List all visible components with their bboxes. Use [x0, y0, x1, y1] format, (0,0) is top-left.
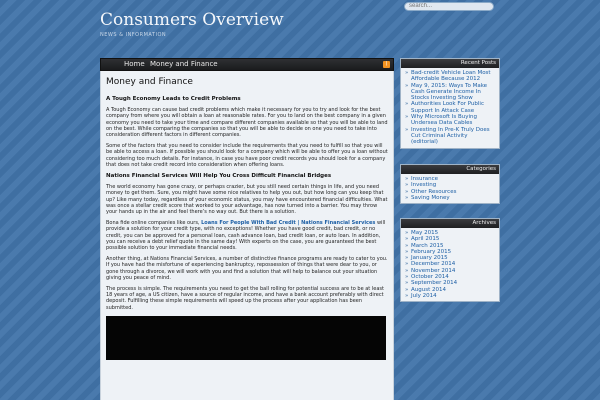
recent-post-link[interactable]: » May 9, 2015: Ways To Make Cash Generate Income In Stocks Investing Show [405, 83, 496, 102]
article-heading-2: Nations Financial Services Will Help You Cross Difficult Financial Bridges [106, 173, 332, 180]
archives-widget [400, 218, 500, 302]
archive-link[interactable]: » December 2014 [405, 261, 496, 267]
archive-link[interactable]: » April 2015 [405, 236, 496, 242]
recent-post-link[interactable]: » Authorities Look For Public Support In Attack Case [405, 101, 496, 114]
archive-link[interactable]: » March 2015 [405, 243, 496, 249]
recent-post-link[interactable]: » Why Microsoft Is Buying Undersea Data Cables [405, 114, 496, 127]
archive-link[interactable]: » February 2015 [405, 249, 496, 255]
widget-title: Categories [401, 165, 499, 174]
nav-item-money-and-finance[interactable]: Money and Finance [150, 60, 218, 68]
recent-posts-widget [400, 58, 500, 149]
widget-title: Recent Posts [401, 59, 499, 68]
categories-widget [400, 164, 500, 204]
article-paragraph-5: Another thing, at Nations Financial Services, a number of distinctive finance programs are ready to cater to you. If you have had the misfortune of experiencing bankruptcy, repossession of things that were dear to you, or gone through a divorce, we will work with you and find a solution that will help to balance out your situation giving you peace of mind. [106, 256, 388, 281]
category-link[interactable]: » Other Resources [405, 189, 496, 195]
article-paragraph-1: A Tough Economy can cause bad credit problems which make it necessary for you to try and look for the best company from where you will obtain a loan at reasonable rates. For you to land on the best company in a given economy you need to take your time and compare different companies available so that you will be able to land on the best. While comparing the companies so that you will be able to decide on one you need to take into consideration different factors in different companies. [106, 107, 388, 139]
article-paragraph-3: The world economy has gone crazy, or perhaps crazier, but you still need certain things in life, and you need money to get them. Sure, you might have some nice relatives to help you out, but how long can you keep that up? Like many today, regardless of your economic status, you may have encountered financial difficulties. What was once a stellar credit score that worked to your advantage, has now turned into a barrier. You may throw your hands up in the air and feel there’s no way out. But there is a solution. [106, 184, 388, 216]
rss-icon[interactable]: ) [383, 61, 390, 68]
category-link[interactable]: » Saving Money [405, 195, 496, 201]
paragraph-text: Bona fide online companies like ours, [106, 220, 202, 227]
main-nav [100, 58, 394, 71]
main-content [100, 71, 394, 400]
article-paragraph-6: The process is simple. The requirements you need to get the ball rolling for potential success are to be at least 18 years of age, a US citizen, have a source of regular income, and have a bank account preferably with direct deposit. Fulfilling these simple requirements will speed up the process after your application has been submitted. [106, 286, 384, 311]
category-link[interactable]: » Investing [405, 182, 496, 188]
archive-link[interactable]: » January 2015 [405, 255, 496, 261]
page-title: Money and Finance [106, 77, 193, 87]
search-input[interactable] [404, 2, 494, 11]
archive-link[interactable]: » November 2014 [405, 268, 496, 274]
archive-link[interactable]: » September 2014 [405, 280, 496, 286]
paragraph-text: will provide a solution for your credit type, with no exceptions! Whether you have good credit, bad credit, or no credit, you can be approved for a personal loan, cash advance loan, bad credit loan, or auto loan. In addition, you can receive a debt relief quote in the same day! With experts on the case, you are guaranteed the best possible solution to your immediate financial needs. [106, 220, 386, 252]
widget-title: Archives [401, 219, 499, 228]
nations-financial-link[interactable]: Loans For People With Bad Credit | Nations Financial Services [201, 220, 376, 227]
archive-link[interactable]: » October 2014 [405, 274, 496, 280]
category-link[interactable]: » Insurance [405, 176, 496, 182]
archive-link[interactable]: » May 2015 [405, 230, 496, 236]
archive-link[interactable]: » July 2014 [405, 293, 496, 299]
site-title[interactable]: Consumers Overview [100, 10, 284, 30]
article-paragraph-4 [106, 220, 388, 251]
archive-link[interactable]: » August 2014 [405, 287, 496, 293]
article-paragraph-2: Some of the factors that you need to consider include the requirements that you need to fulfill so that you will be able to access a loan. If possible you should look for a company which will be able to offer you a loan without considering too much details. For instance, in case you have poor credit records you should look for a company that does not take credit record into consideration when offering loans. [106, 143, 388, 168]
article-heading-1: A Tough Economy Leads to Credit Problems [106, 96, 241, 102]
recent-post-link[interactable]: » Investing In Pre-K Truly Does Cut Criminal Activity (editorial) [405, 127, 496, 146]
site-tagline: NEWS & INFORMATION [100, 32, 167, 38]
video-player[interactable] [106, 316, 386, 360]
recent-post-link[interactable]: » Bad-credit Vehicle Loan Most Affordable Because 2012 [405, 70, 496, 83]
nav-item-home[interactable]: Home [124, 60, 145, 68]
